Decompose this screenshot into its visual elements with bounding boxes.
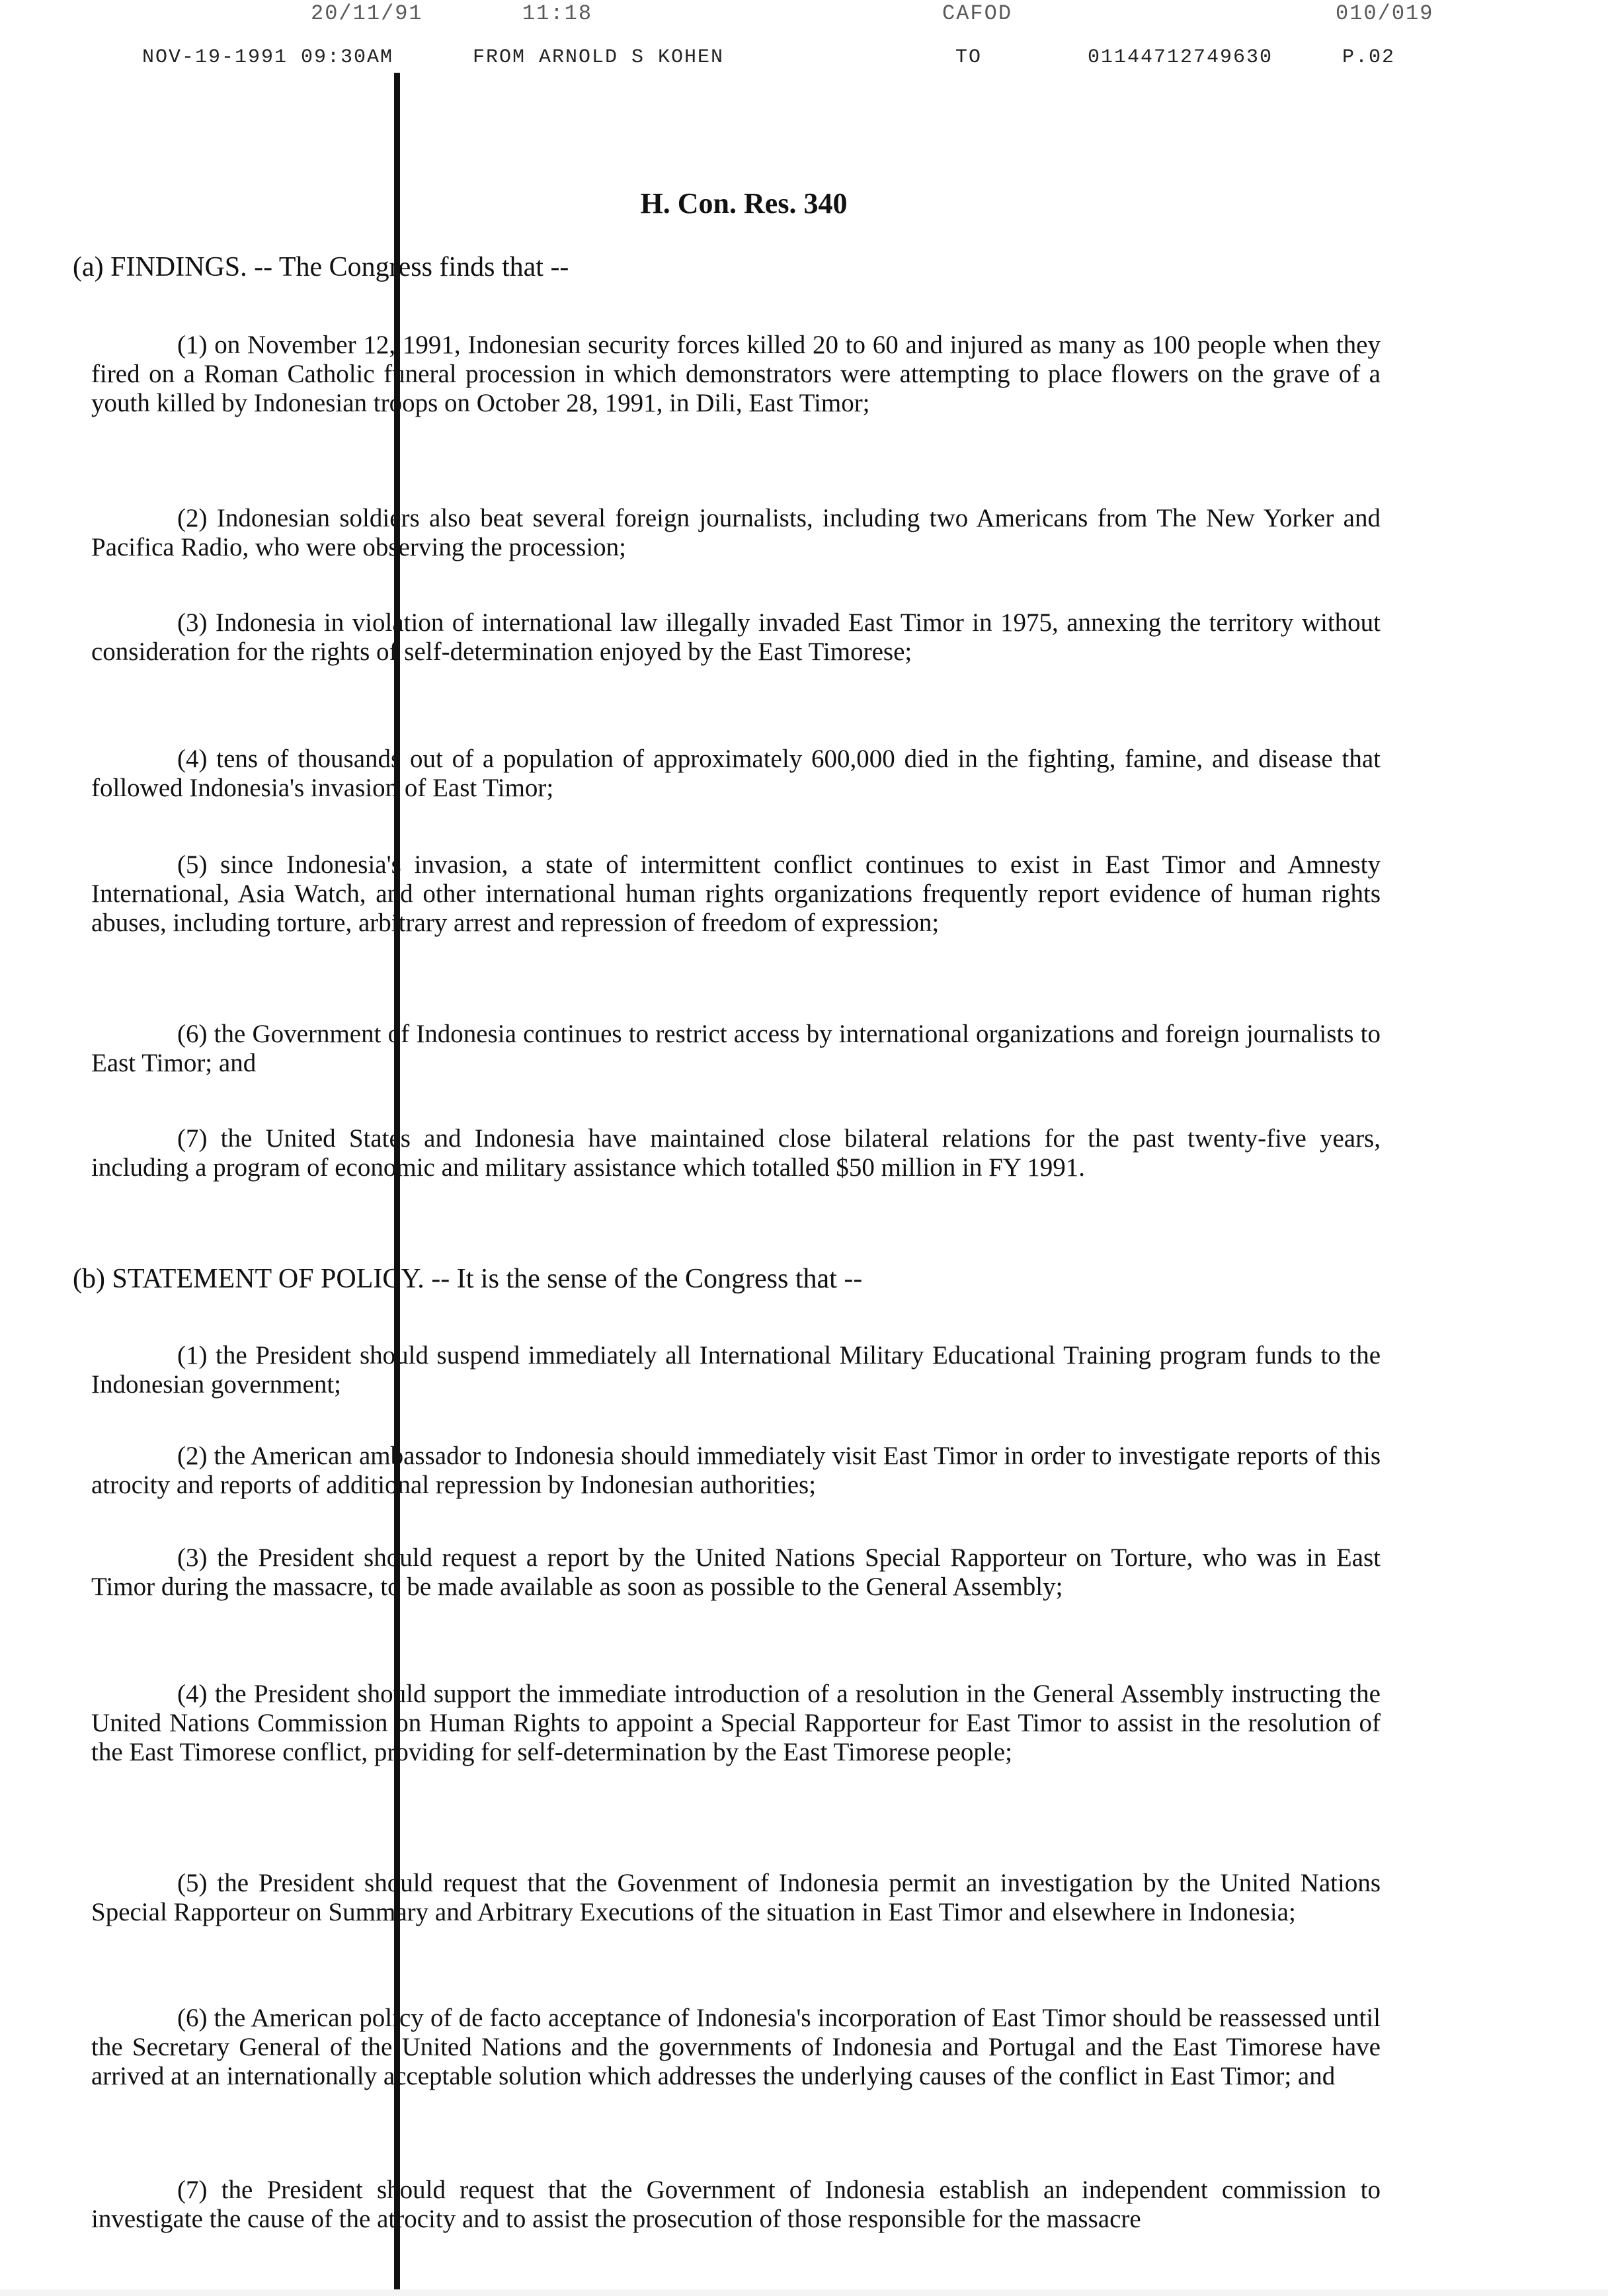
fax-from: FROM ARNOLD S KOHEN (473, 46, 725, 69)
fax-to: TO (955, 46, 983, 69)
fax-top-page: 010/019 (1336, 1, 1434, 26)
finding-7: (7) the United States and Indonesia have maintained close bilateral relations for the past twenty-five years, including a program of economic and military assistance which totalled $50 million in FY 1991. (91, 1124, 1381, 1182)
fax-date-time: NOV-19-1991 09:30AM (142, 46, 394, 69)
policy-1: (1) the President should suspend immediately all International Military Educational Training program funds to the Indonesian government; (91, 1341, 1381, 1399)
finding-3: (3) Indonesia in violation of international law illegally invaded East Timor in 1975, annexing the territory without consideration for the rights of self-determination enjoyed by the East Timorese; (91, 608, 1381, 666)
fax-page: P.02 (1342, 46, 1396, 69)
policy-2: (2) the American ambassador to Indonesia should immediately visit East Timor in order to investigate reports of this atrocity and reports of additional repression by Indonesian authorities; (91, 1442, 1381, 1499)
policy-heading: (b) STATEMENT OF POLICY. -- It is the sense of the Congress that -- (73, 1264, 863, 1294)
finding-1: (1) on November 12, 1991, Indonesian security forces killed 20 to 60 and injured as many as 100 people when they fired on a Roman Catholic funeral procession in which demonstrators were attempting to place flowers on the grave of a youth killed by Indonesian troops on October 28, 1991, in Dili, East Timor; (91, 331, 1381, 417)
finding-4: (4) tens of thousands out of a population of approximately 600,000 died in the fighting, famine, and disease that followed Indonesia's invasion of East Timor; (91, 745, 1381, 802)
fax-top-date: 20/11/91 (311, 1, 423, 26)
policy-6: (6) the American policy of de facto acceptance of Indonesia's incorporation of East Timor should be reassessed until the Secretary General of the United Nations and the governments of Indonesia and Portugal and the East Timorese have arrived at an internationally acceptable solution which addresses the underlying causes of the conflict in East Timor; and (91, 2004, 1381, 2090)
policy-4: (4) the President should support the immediate introduction of a resolution in the General Assembly instructing the United Nations Commission on Human Rights to appoint a Special Rapporteur for East Timor to assist in the resolution of the East Timorese conflict, providing for self-determination by the East Timorese people; (91, 1680, 1381, 1766)
resolution-title: H. Con. Res. 340 (640, 187, 848, 220)
fax-top-time: 11:18 (522, 1, 593, 26)
fax-transmission-line (0, 0, 1608, 26)
page-bottom-edge (0, 2289, 1608, 2296)
fax-number: 01144712749630 (1088, 46, 1273, 69)
policy-5: (5) the President should request that the Govenment of Indonesia permit an investigation by the United Nations Special Rapporteur on Summary and Arbitrary Executions of the situation in East Timor and elsewhere in Indonesia; (91, 1869, 1381, 1926)
policy-7: (7) the President should request that the Government of Indonesia establish an independent commission to investigate the cause of the atrocity and to assist the prosecution of those responsible for the massacre (91, 2176, 1381, 2233)
findings-heading: (a) FINDINGS. -- The Congress finds that -- (73, 252, 569, 282)
finding-2: (2) Indonesian soldiers also beat several foreign journalists, including two Americans from The New Yorker and Pacifica Radio, who were observing the procession; (91, 504, 1381, 561)
policy-3: (3) the President should request a report by the United Nations Special Rapporteur on Torture, who was in East Timor during the massacre, to be made available as soon as possible to the General Assembly; (91, 1543, 1381, 1601)
fax-top-code: CAFOD (942, 1, 1013, 26)
finding-5: (5) since Indonesia's invasion, a state of intermittent conflict continues to exist in East Timor and Amnesty International, Asia Watch, and other international human rights organizations frequently report evidence of human rights abuses, including torture, arbitrary arrest and repression of freedom of expression; (91, 850, 1381, 937)
fax-header (0, 46, 1608, 79)
finding-6: (6) the Government of Indonesia continues to restrict access by international organizations and foreign journalists to East Timor; and (91, 1020, 1381, 1077)
